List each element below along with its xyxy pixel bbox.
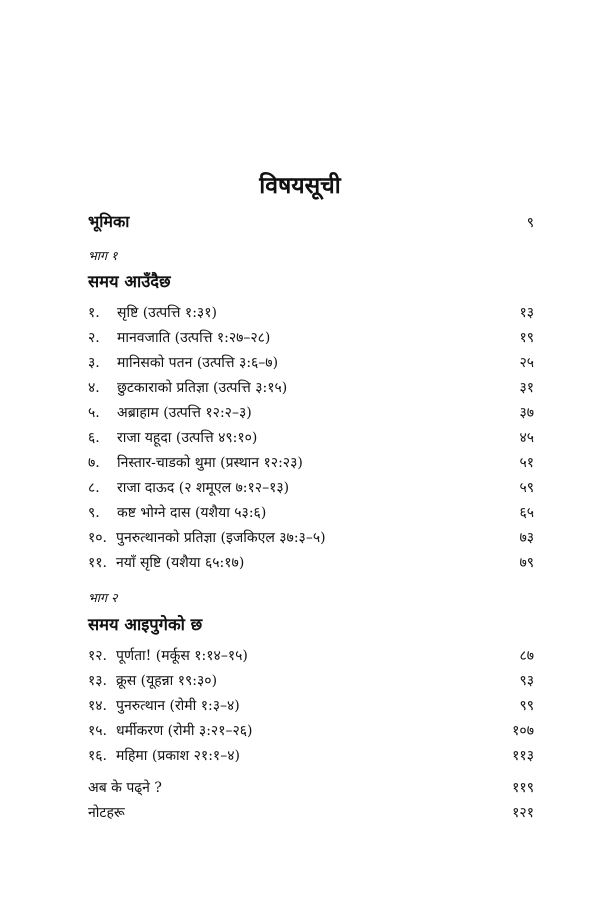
entry-title: छुटकाराको प्रतिज्ञा (उत्पत्ति ३:१५): [117, 380, 288, 396]
entry-title: मानवजाति (उत्पत्ति १:२७–२८): [117, 330, 271, 346]
backmatter-label: नोटहरू: [88, 805, 125, 821]
entry-page: १०७: [512, 723, 534, 739]
toc-entry: [88, 670, 534, 692]
toc-entry: [88, 745, 534, 767]
toc-entry: [88, 427, 534, 449]
toc-entry: [88, 527, 534, 549]
part-1-heading: समय आउँदैछ: [88, 272, 171, 291]
entry-title: पुनरुत्थानको प्रतिज्ञा (इजकिएल ३७:३–५): [116, 530, 326, 546]
page-title: विषयसूची: [259, 173, 341, 199]
entry-title: पूर्णता! (मर्कूस १:१४–१५): [116, 648, 248, 664]
entry-page: ९९: [519, 698, 534, 714]
entry-title: राजा दाऊद (२ शमूएल ७:१२–१३): [117, 480, 290, 496]
toc-entry: [88, 645, 534, 667]
entry-title: धर्मीकरण (रोमी ३:२१–२६): [116, 723, 253, 739]
toc-entry: [88, 327, 534, 349]
toc-backmatter-row: [88, 777, 534, 799]
entry-page: ३७: [519, 405, 534, 421]
backmatter-page: ११९: [512, 780, 534, 796]
entry-page: २५: [519, 355, 534, 371]
entry-number: १०.: [88, 530, 108, 546]
entry-title: क्रूस (यूहन्ना १९:३०): [116, 673, 218, 689]
intro-page: ९: [526, 215, 534, 231]
entry-page: १३: [519, 305, 534, 321]
entry-page: ३१: [519, 380, 534, 396]
entry-page: ९३: [519, 673, 534, 689]
entry-number: ८.: [88, 480, 100, 496]
entry-title: मानिसको पतन (उत्पत्ति ३:६–७): [117, 355, 279, 371]
entry-number: १३.: [88, 673, 108, 689]
entry-number: ९.: [88, 505, 100, 521]
backmatter-label: अब के पढ्ने ?: [88, 780, 162, 796]
toc-entry: [88, 502, 534, 524]
toc-entry: [88, 552, 534, 574]
entry-page: ११३: [512, 748, 534, 764]
toc-intro-row: [88, 211, 534, 234]
entry-number: ४.: [88, 380, 100, 396]
entry-title: राजा यहूदा (उत्पत्ति ४९:१०): [117, 430, 258, 446]
toc-entry: [88, 302, 534, 324]
entry-number: ३.: [88, 355, 100, 371]
entry-number: ५.: [88, 405, 100, 421]
toc-entry: [88, 720, 534, 742]
toc-backmatter-row: [88, 802, 534, 824]
entry-number: १४.: [88, 698, 108, 714]
entry-number: १५.: [88, 723, 108, 739]
entry-number: ११.: [88, 555, 108, 571]
toc-entry: [88, 452, 534, 474]
entry-title: सृष्टि (उत्पत्ति १:३१): [117, 305, 217, 321]
intro-label: भूमिका: [88, 212, 130, 231]
toc-entry: [88, 695, 534, 717]
backmatter-page: १२१: [512, 805, 534, 821]
entry-number: ७.: [88, 455, 100, 471]
entry-title: अब्राहाम (उत्पत्ति १२:२–३): [117, 405, 252, 421]
part-2-label: भाग २: [88, 590, 118, 605]
toc-entry: [88, 402, 534, 424]
entry-number: ६.: [88, 430, 100, 446]
entry-page: ४५: [519, 430, 534, 446]
entry-title: पुनरुत्थान (रोमी १:३–४): [116, 698, 240, 714]
entry-title: निस्तार-चाडको थुमा (प्रस्थान १२:२३): [117, 455, 303, 471]
entry-page: ५१: [519, 455, 534, 471]
toc-entry: [88, 477, 534, 499]
entry-title: नयाँ सृष्टि (यशैया ६५:१७): [116, 555, 245, 571]
part-2-heading: समय आइपुगेको छ: [88, 615, 203, 634]
entry-number: १२.: [88, 648, 108, 664]
entry-title: महिमा (प्रकाश २१:१–४): [116, 748, 240, 764]
entry-page: ६५: [519, 505, 534, 521]
toc-entry: [88, 377, 534, 399]
entry-page: ७३: [519, 530, 534, 546]
part-1-label: भाग १: [88, 248, 118, 263]
entry-number: २.: [88, 330, 100, 346]
entry-number: १६.: [88, 748, 108, 764]
entry-page: ५९: [519, 480, 534, 496]
entry-page: ८७: [519, 648, 534, 664]
entry-page: ७९: [519, 555, 534, 571]
toc-entry: [88, 352, 534, 374]
entry-number: १.: [88, 305, 100, 321]
entry-page: १९: [519, 330, 534, 346]
entry-title: कष्ट भोग्ने दास (यशैया ५३:६): [117, 505, 267, 521]
